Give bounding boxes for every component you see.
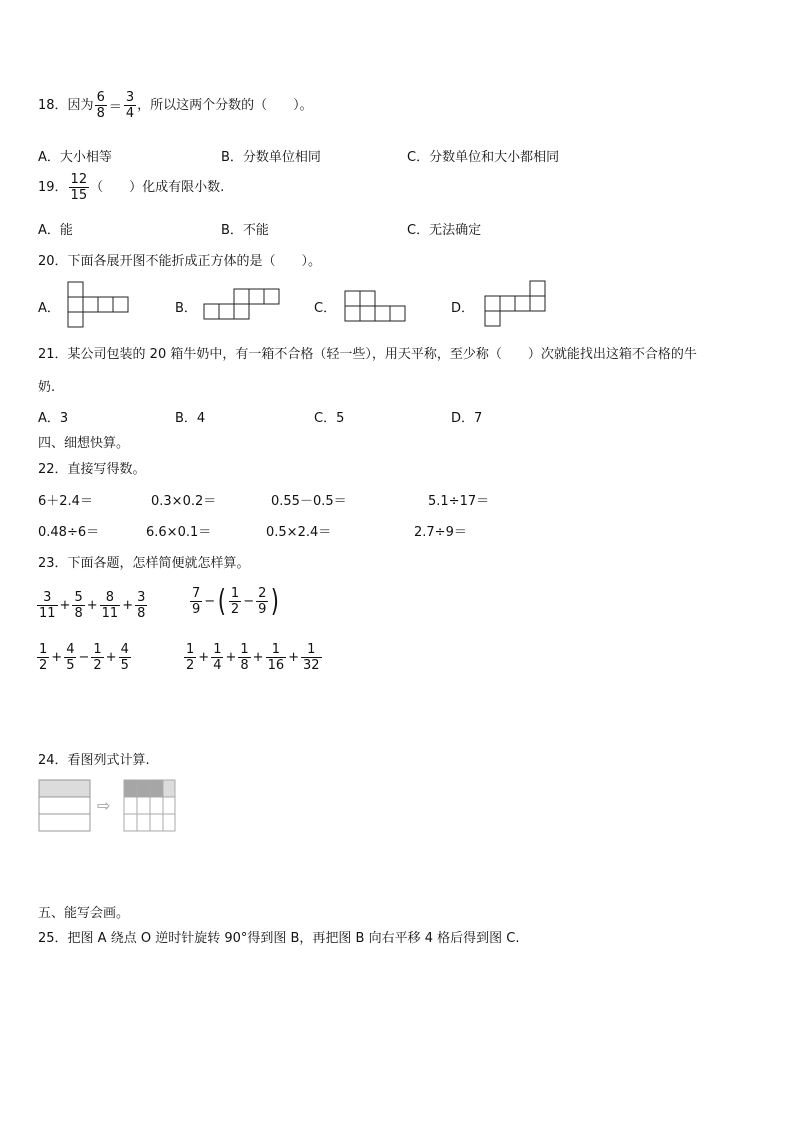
- q19-option-c[interactable]: C．无法确定: [407, 223, 482, 238]
- q22-item-6: 6.6×0.1＝: [146, 525, 212, 540]
- q22-item-7: 0.5×2.4＝: [266, 525, 332, 540]
- q18-line: [38, 90, 313, 121]
- q23-expression-1: $\frac{3}{11}$ + $\frac{5}{8}$ + $\frac{8}{11}$ + $\frac{3}{8}$: [39, 590, 146, 621]
- q18-fraction-a: $\frac{6}{8}$: [96, 90, 105, 121]
- q21-option-c[interactable]: C．5: [314, 411, 345, 426]
- q19-fraction: $\frac{12}{15}$: [70, 172, 88, 203]
- cube-net-d: [484, 280, 548, 328]
- q22-item-5: 0.48÷6＝: [38, 525, 100, 540]
- q22-item-8: 2.7÷9＝: [414, 525, 467, 540]
- q22-item-2: 0.3×0.2＝: [151, 494, 217, 509]
- q18-pre: 因为: [67, 98, 94, 113]
- q22-item-3: 0.55－0.5＝: [271, 494, 347, 509]
- q19-number: 19．: [38, 180, 68, 195]
- q18-option-a[interactable]: A．大小相等: [38, 150, 112, 165]
- cube-net-c: [344, 290, 408, 323]
- q18-equals: ＝: [108, 100, 122, 115]
- q24-arrow-icon: ⇨: [97, 796, 111, 815]
- q25-text: 25．把图 A 绕点 O 逆时针旋转 90°得到图 B，再把图 B 向右平移 4 格后得到图 C.: [38, 931, 520, 946]
- q19-option-a[interactable]: A．能: [38, 223, 73, 238]
- cube-net-b: [203, 288, 281, 322]
- section-5-heading: 五、能写会画。: [38, 906, 130, 921]
- q20-option-c-label[interactable]: C．: [314, 301, 337, 316]
- q22-item-1: 6＋2.4＝: [38, 494, 93, 509]
- q19-post: （ ）化成有限小数.: [90, 180, 225, 195]
- q24-figure-left: [38, 779, 92, 832]
- q24-figure-right: [123, 779, 177, 832]
- q20-option-b-label[interactable]: B．: [175, 301, 197, 316]
- q22-item-4: 5.1÷17＝: [428, 494, 490, 509]
- q23-expression-2: $\frac{7}{9}$ −( $\frac{1}{2}$ − $\frac{2}{9}$ ): [192, 583, 280, 619]
- q21-option-a[interactable]: A．3: [38, 411, 69, 426]
- q23-text: 23．下面各题，怎样简便就怎样算。: [38, 556, 250, 571]
- q19-option-b[interactable]: B．不能: [221, 223, 269, 238]
- q18-option-b[interactable]: B．分数单位相同: [221, 150, 321, 165]
- q24-text: 24．看图列式计算.: [38, 753, 150, 768]
- q21-line1: 21．某公司包装的 20 箱牛奶中，有一箱不合格（轻一些），用天平称，至少称（ ）次就能找出这箱不合格的牛: [38, 347, 697, 362]
- q18-fraction-b: $\frac{3}{4}$: [125, 90, 135, 121]
- q23-expression-3: $\frac{1}{2}$ + $\frac{4}{5}$ − $\frac{1}{2}$ + $\frac{4}{5}$: [39, 642, 129, 673]
- q20-option-a-label[interactable]: A．: [38, 301, 60, 316]
- q20-option-d-label[interactable]: D．: [451, 301, 475, 316]
- q21-option-d[interactable]: D．7: [451, 411, 483, 426]
- q18-number: 18．: [38, 98, 68, 113]
- q21-option-b[interactable]: B．4: [175, 411, 206, 426]
- q18-option-c[interactable]: C．分数单位和大小都相同: [407, 150, 560, 165]
- q21-line2: 奶.: [38, 380, 56, 395]
- q23-expression-4: $\frac{1}{2}$ + $\frac{1}{4}$ + $\frac{1}{8}$ + $\frac{1}{16}$ + $\frac{1}{32}$: [186, 642, 320, 673]
- cube-net-a: [67, 281, 131, 329]
- q22-text: 22．直接写得数。: [38, 462, 146, 477]
- q20-text: 20．下面各展开图不能折成正方体的是（ ）。: [38, 254, 322, 269]
- section-4-heading: 四、细想快算。: [38, 436, 130, 451]
- q18-post: ，所以这两个分数的（ ）。: [137, 98, 313, 113]
- q19-line: [38, 172, 224, 203]
